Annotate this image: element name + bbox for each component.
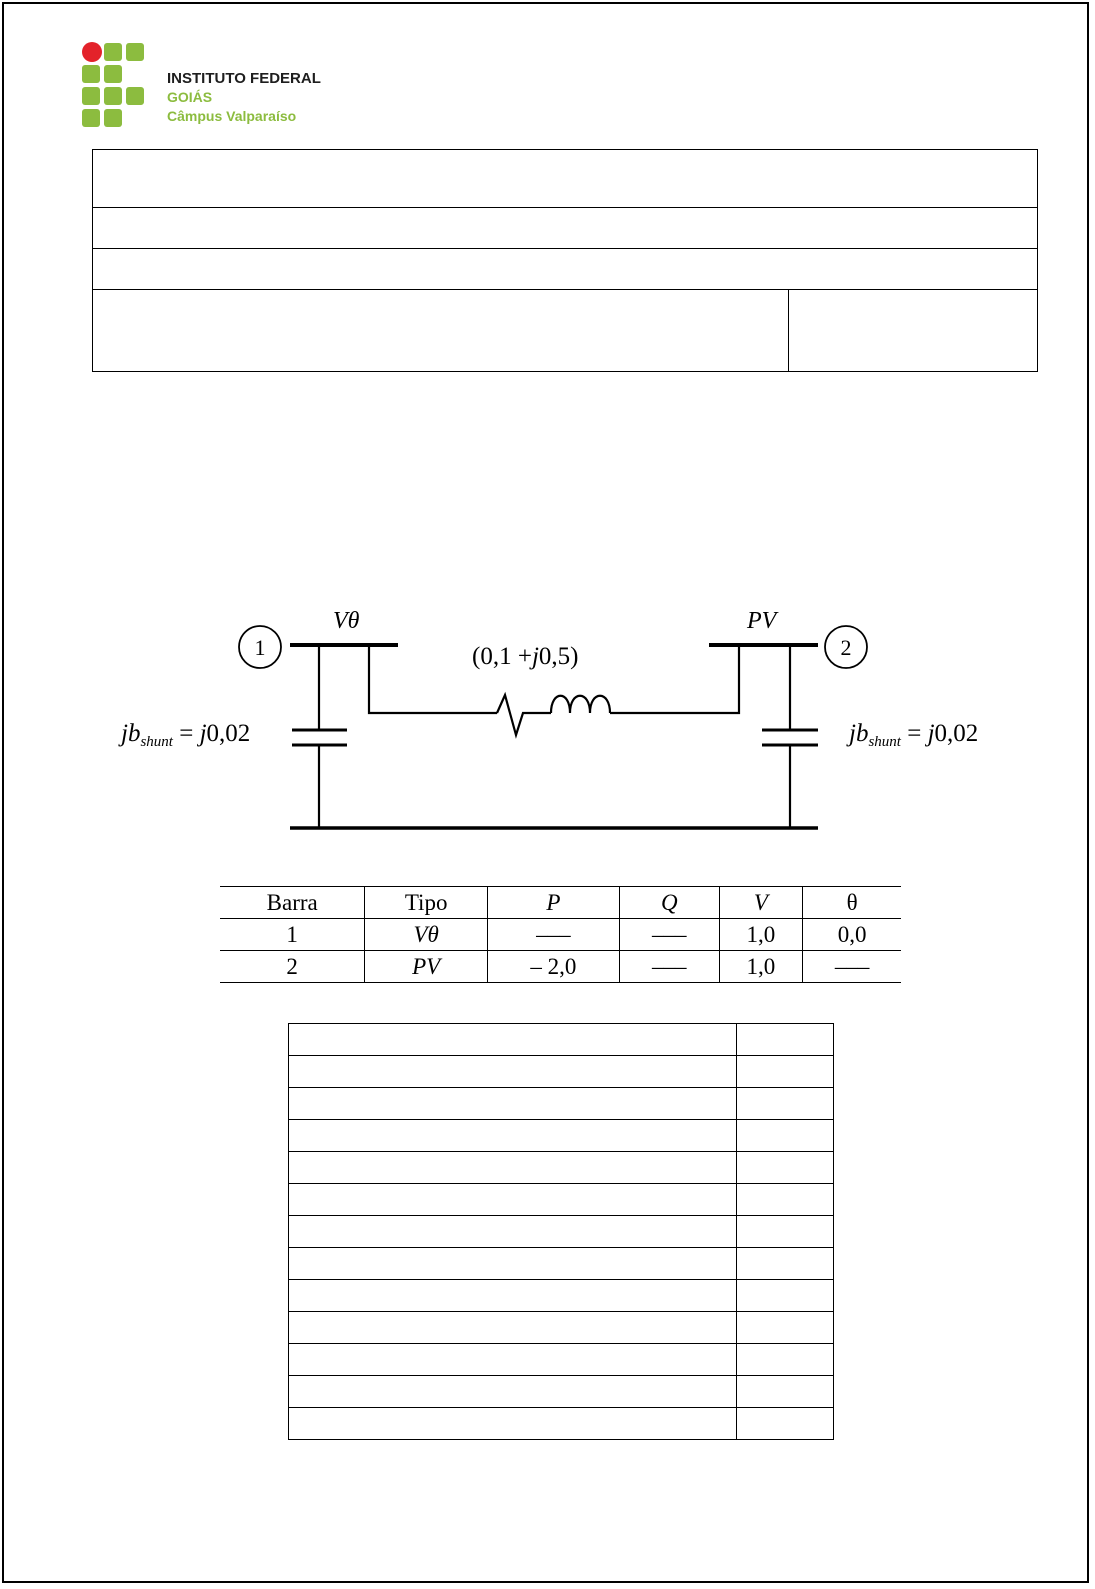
- answer-value-cell[interactable]: [737, 1248, 834, 1280]
- answer-cell[interactable]: [289, 1248, 737, 1280]
- cell-theta: 0,0: [803, 919, 901, 951]
- answer-row: [289, 1376, 834, 1408]
- answer-cell[interactable]: [289, 1024, 737, 1056]
- answer-value-cell[interactable]: [737, 1024, 834, 1056]
- bus2-type-label: PV: [747, 608, 777, 634]
- inductor-icon: [551, 696, 610, 713]
- answer-row: [289, 1120, 834, 1152]
- answer-row: [289, 1184, 834, 1216]
- cell-q: –––: [619, 951, 719, 983]
- cell-p: –––: [487, 919, 619, 951]
- answer-value-cell[interactable]: [737, 1184, 834, 1216]
- answer-cell[interactable]: [289, 1312, 737, 1344]
- table-row: [220, 919, 901, 951]
- answer-value-cell[interactable]: [737, 1376, 834, 1408]
- answer-cell[interactable]: [289, 1408, 737, 1440]
- bus1-type-label: Vθ: [333, 608, 360, 634]
- answer-cell[interactable]: [289, 1376, 737, 1408]
- answer-value-cell[interactable]: [737, 1056, 834, 1088]
- institution-line2: GOIÁS: [167, 89, 213, 105]
- cell-v: 1,0: [719, 951, 803, 983]
- answer-row: [289, 1344, 834, 1376]
- answer-value-cell[interactable]: [737, 1088, 834, 1120]
- answer-cell[interactable]: [289, 1344, 737, 1376]
- answer-row: [289, 1248, 834, 1280]
- cell-tipo: Vθ: [365, 919, 488, 951]
- answer-value-cell[interactable]: [737, 1280, 834, 1312]
- shunt-right-label: $jb_{shunt} = j0,02$: [849, 720, 979, 750]
- answer-row: [289, 1024, 834, 1056]
- answer-cell[interactable]: [289, 1280, 737, 1312]
- answer-cell[interactable]: [289, 1088, 737, 1120]
- answer-row: [289, 1216, 834, 1248]
- header-tipo: Tipo: [365, 887, 488, 919]
- table-row: [220, 951, 901, 983]
- institution-line3: Câmpus Valparaíso: [167, 108, 297, 124]
- cell-barra: 1: [220, 919, 365, 951]
- answer-value-cell[interactable]: [737, 1344, 834, 1376]
- cell-barra: 2: [220, 951, 365, 983]
- answer-row: [289, 1088, 834, 1120]
- answer-value-cell[interactable]: [737, 1120, 834, 1152]
- shunt-left-label: $jb_{shunt} = j0,02$: [121, 720, 251, 750]
- bus1-number: 1: [254, 635, 266, 660]
- header-theta: θ: [803, 887, 901, 919]
- cell-theta: –––: [803, 951, 901, 983]
- cell-p: – 2,0: [487, 951, 619, 983]
- answer-value-cell[interactable]: [737, 1312, 834, 1344]
- answer-value-cell[interactable]: [737, 1216, 834, 1248]
- resistor-icon: [497, 695, 551, 735]
- answer-row: [289, 1152, 834, 1184]
- line-impedance-label: (0,1 +j0,5): [472, 643, 579, 670]
- answer-table: [288, 1023, 834, 1440]
- header-p: P: [487, 887, 619, 919]
- answer-cell[interactable]: [289, 1152, 737, 1184]
- cell-v: 1,0: [719, 919, 803, 951]
- header-barra: Barra: [220, 887, 365, 919]
- cell-q: –––: [619, 919, 719, 951]
- header-q: Q: [619, 887, 719, 919]
- answer-cell[interactable]: [289, 1056, 737, 1088]
- institution-line1: INSTITUTO FEDERAL: [167, 70, 321, 87]
- answer-cell[interactable]: [289, 1216, 737, 1248]
- answer-row: [289, 1056, 834, 1088]
- header-v: V: [719, 887, 803, 919]
- answer-row: [289, 1312, 834, 1344]
- bus-data-table: [220, 886, 901, 983]
- answer-row: [289, 1408, 834, 1440]
- answer-cell[interactable]: [289, 1184, 737, 1216]
- answer-cell[interactable]: [289, 1120, 737, 1152]
- bus2-number: 2: [840, 635, 852, 660]
- answer-value-cell[interactable]: [737, 1408, 834, 1440]
- answer-row: [289, 1280, 834, 1312]
- cell-tipo: PV: [365, 951, 488, 983]
- answer-value-cell[interactable]: [737, 1152, 834, 1184]
